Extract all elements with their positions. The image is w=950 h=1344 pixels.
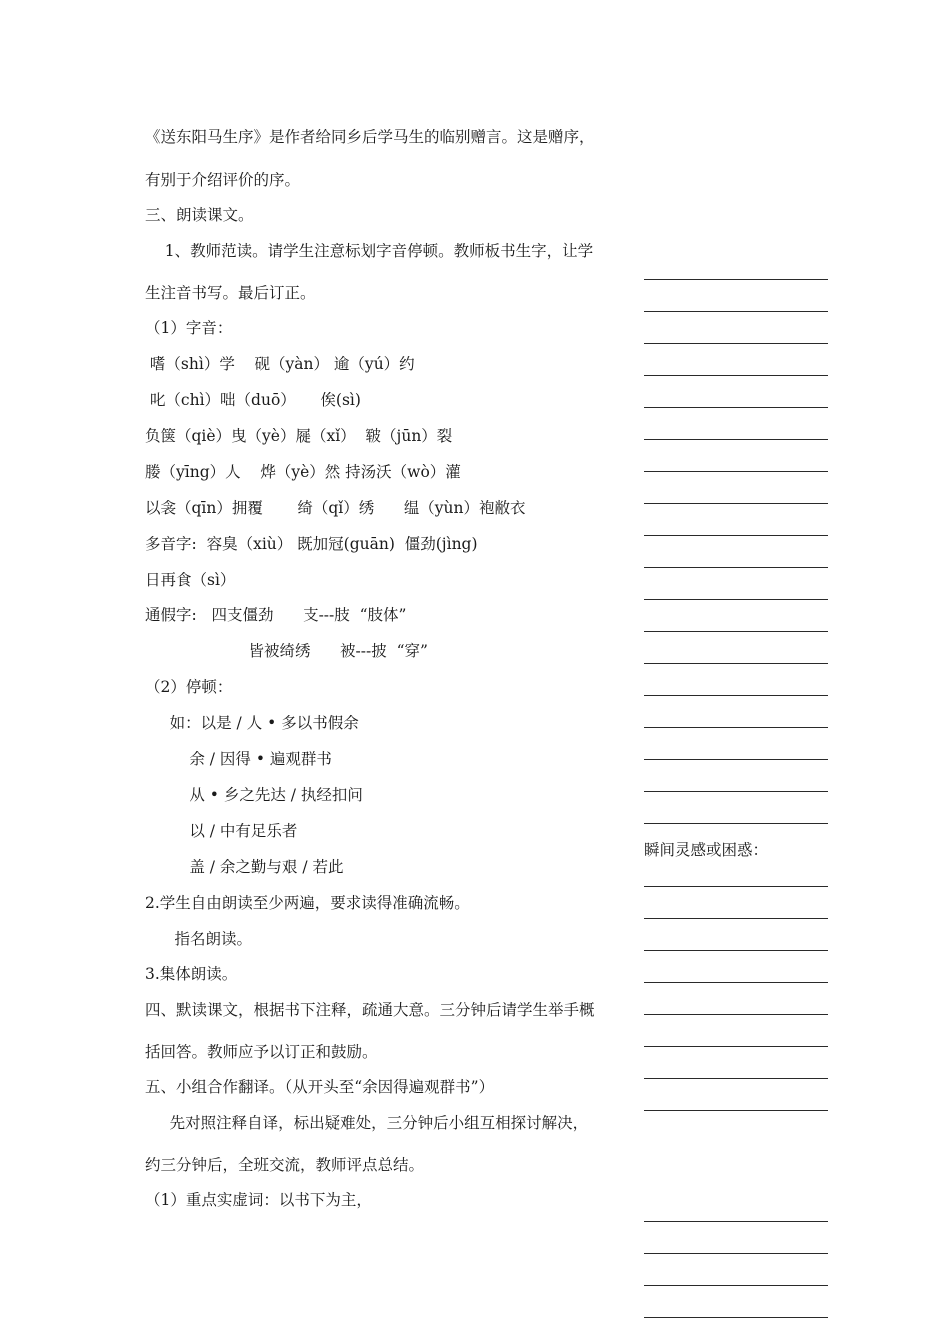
note-rule	[644, 535, 828, 536]
note-rule	[644, 1285, 828, 1286]
note-rule	[644, 407, 828, 408]
text-line: 盖 / 余之勤与艰 / 若此	[145, 858, 344, 876]
note-rule	[644, 1221, 828, 1222]
section-heading: 三、朗读课文。	[145, 206, 254, 224]
inspiration-label: 瞬间灵感或困惑：	[644, 841, 769, 859]
text-line: （1）字音：	[145, 319, 233, 337]
text-line: 以衾（qīn）拥覆 绮（qǐ）绣 缊（yùn）袍敝衣	[145, 499, 526, 517]
note-rule	[644, 950, 828, 951]
note-rule	[644, 886, 828, 887]
note-rule	[644, 727, 828, 728]
note-rule	[644, 375, 828, 376]
note-rule	[644, 1046, 828, 1047]
text-line: 有别于介绍评价的序。	[145, 171, 301, 189]
text-line: 1、教师范读。请学生注意标划字音停顿。教师板书生字，让学	[145, 242, 594, 260]
text-line: 《送东阳马生序》是作者给同乡后学马生的临别赠言。这是赠序，	[145, 128, 595, 146]
text-line: 指名朗读。	[145, 930, 253, 948]
note-rule	[644, 343, 828, 344]
text-line: 余 / 因得 • 遍观群书	[145, 750, 332, 768]
text-line: 3.集体朗读。	[145, 965, 238, 983]
text-line: 以 / 中有足乐者	[145, 822, 298, 840]
note-rule	[644, 823, 828, 824]
text-line: 从 • 乡之先达 / 执经扣问	[145, 786, 363, 804]
text-line: 如：以是 / 人 • 多以书假余	[145, 714, 359, 732]
text-line: 负箧（qiè）曳（yè）屣（xǐ） 皲（jūn）裂	[145, 427, 453, 445]
text-line: 约三分钟后，全班交流，教师评点总结。	[145, 1156, 425, 1174]
text-line: （2）停顿：	[145, 678, 233, 696]
note-rule	[644, 503, 828, 504]
note-rule	[644, 1253, 828, 1254]
note-rule	[644, 1078, 828, 1079]
text-line: 通假字: 四支僵劲 支---肢 “肢体”	[145, 606, 407, 624]
note-rule	[644, 1014, 828, 1015]
text-line: 先对照注释自译，标出疑难处，三分钟后小组互相探讨解决，	[145, 1114, 589, 1132]
text-line: 媵（yīng）人 烨（yè）然 持汤沃（wò）灌	[145, 463, 461, 481]
text-line: 叱（chì）咄（duō） 俟(sì)	[145, 391, 361, 409]
text-line: （1）重点实虚词：以书下为主，	[145, 1191, 372, 1209]
text-line: 嗜（shì）学 砚（yàn） 逾（yú）约	[145, 355, 415, 373]
note-rule	[644, 439, 828, 440]
note-rule	[644, 1110, 828, 1111]
note-rule	[644, 982, 828, 983]
note-rule	[644, 599, 828, 600]
note-rule	[644, 567, 828, 568]
note-rule	[644, 279, 828, 280]
note-rule	[644, 471, 828, 472]
note-rule	[644, 759, 828, 760]
section-heading: 四、默读课文，根据书下注释，疏通大意。三分钟后请学生举手概	[145, 1001, 595, 1019]
text-line: 2.学生自由朗读至少两遍，要求读得准确流畅。	[145, 894, 470, 912]
text-line: 括回答。教师应予以订正和鼓励。	[145, 1043, 378, 1061]
section-heading: 五、小组合作翻译。（从开头至“余因得遍观群书”）	[145, 1078, 495, 1096]
text-line: 生注音书写。最后订正。	[145, 284, 316, 302]
note-rule	[644, 631, 828, 632]
note-rule	[644, 918, 828, 919]
note-rule	[644, 695, 828, 696]
note-rule	[644, 1317, 828, 1318]
text-line: 多音字: 容臭（xiù） 既加冠(guān) 僵劲(jìng)	[145, 535, 478, 553]
text-line: 皆被绮绣 被---披 “穿”	[145, 642, 428, 660]
note-rule	[644, 311, 828, 312]
note-rule	[644, 663, 828, 664]
note-rule	[644, 791, 828, 792]
text-line: 日再食（sì）	[145, 571, 236, 589]
